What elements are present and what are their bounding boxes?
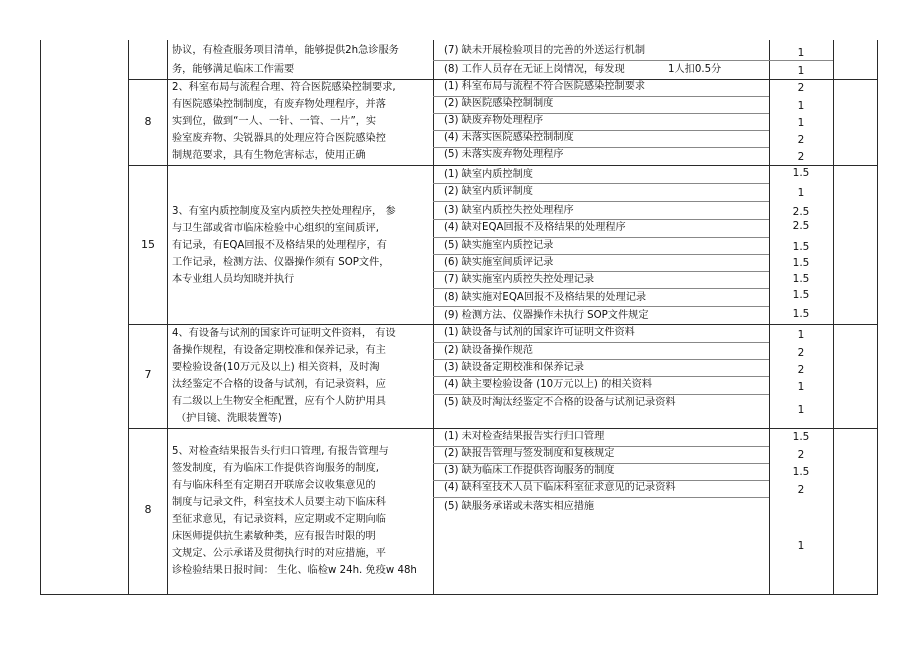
section-3-content-line: 有记录，有EQA回报不及格结果的处理程序，有 <box>172 240 387 251</box>
section-4-item: (5) 缺及时淘汰经鉴定不合格的设备与试剂记录资料 <box>444 397 676 408</box>
section-3-item: (3) 缺室内质控失控处理程序 <box>444 205 574 216</box>
section-3-item: (2) 缺室内质评制度 <box>444 186 533 197</box>
item-divider <box>433 394 769 395</box>
section-5-content-line: 制度与记录文件，科室技术人员要主动下临床科 <box>172 497 386 508</box>
section-4-item: (3) 缺设备定期校准和保养记录 <box>444 362 584 373</box>
section-3-item-points: 2.5 <box>792 220 810 232</box>
section-4-item-points: 1 <box>797 404 805 416</box>
section-3-score: 15 <box>141 238 155 251</box>
section-3-item-points: 1.5 <box>792 241 810 253</box>
section-3-item: (9) 检测方法、仪器操作未执行 SOP文件规定 <box>444 310 649 321</box>
section-2-item-points: 1 <box>797 117 805 129</box>
section-1-content-line: 协议，有检查服务项目清单，能够提供2h急诊服务 <box>172 45 399 56</box>
section-3-item-points: 1.5 <box>792 273 810 285</box>
item-divider <box>433 376 769 377</box>
section-2-item: (3) 缺废弃物处理程序 <box>444 115 544 126</box>
item-divider <box>433 201 769 202</box>
section-1-item-points: 1 <box>797 47 805 59</box>
section-3-item-points: 1 <box>797 187 805 199</box>
section-5-item: (4) 缺科室技术人员下临床科室征求意见的记录资料 <box>444 482 676 493</box>
section-2-content-line: 制规范要求，具有生物危害标志，使用正确 <box>172 150 366 161</box>
item-divider <box>433 288 769 289</box>
section-4-score: 7 <box>144 368 152 381</box>
section-2-item: (1) 科室布局与流程不符合医院感染控制要求 <box>444 81 646 92</box>
section-5-item-points: 2 <box>797 484 805 496</box>
section-4-content-line: 汰经鉴定不合格的设备与试剂，有记录资料，应 <box>172 379 386 390</box>
section-5-item: (2) 缺报告管理与签发制度和复核规定 <box>444 448 615 459</box>
section-4-content-line: 有二级以上生物安全柜配置，应有个人防护用具 <box>172 396 386 407</box>
section-1-item-points: 1 <box>797 65 805 77</box>
item-divider <box>433 219 769 220</box>
section-3-item-points: 1.5 <box>792 167 810 179</box>
section-2-content-line: 验室废弃物、尖锐器具的处理应符合医院感染控 <box>172 133 386 144</box>
section-2-item-points: 2 <box>797 151 805 163</box>
col-divider-0 <box>40 40 41 595</box>
section-5-item-points: 1 <box>797 540 805 552</box>
section-5-content-line: 诊检验结果日报时间： 生化、临检w 24h. 免疫w 48h <box>172 565 417 576</box>
section-2-item: (4) 未落实医院感染控制制度 <box>444 132 574 143</box>
item-divider <box>433 254 769 255</box>
section-4-content-line: 4、有设备与试剂的国家许可证明文件资料， 有设 <box>172 328 396 339</box>
section-5-content-line: 签发制度，有为临床工作提供咨询服务的制度, <box>172 463 379 474</box>
section-5-content-line: 至征求意见，有记录资料，应定期或不定期向临 <box>172 514 386 525</box>
section-divider <box>128 324 878 325</box>
section-1-content-line: 务，能够满足临床工作需要 <box>172 64 295 75</box>
section-4-item: (2) 缺设备操作规范 <box>444 345 533 356</box>
col-divider-3 <box>433 40 434 595</box>
section-4-item-points: 1 <box>797 381 805 393</box>
section-3-item-points: 1.5 <box>792 289 810 301</box>
item-divider <box>433 306 769 307</box>
section-5-content-line: 床医师提供抗生素敏种类，应有报告时限的明 <box>172 531 376 542</box>
section-3-content-line: 3、有室内质控制度及室内质控失控处理程序， 参 <box>172 206 396 217</box>
section-5-item-points: 1.5 <box>792 466 810 478</box>
col-divider-6 <box>877 40 878 595</box>
section-2-item-points: 2 <box>797 82 805 94</box>
section-5-content-line: 有与临床科至有定期召开联席会议收集意见的 <box>172 480 376 491</box>
section-divider <box>128 165 878 166</box>
item-divider <box>433 342 769 343</box>
section-3-item-points: 1.5 <box>792 308 810 320</box>
section-4-content-line: 备操作规程，有设备定期校准和保养记录，有主 <box>172 345 386 356</box>
section-3-item: (8) 缺实施对EQA回报不及格结果的处理记录 <box>444 292 647 303</box>
item-divider <box>433 359 769 360</box>
item-divider <box>433 271 769 272</box>
section-3-item: (4) 缺对EQA回报不及格结果的处理程序 <box>444 222 626 233</box>
section-3-content-line: 工作记录，检测方法、仪器操作须有 SOP文件， <box>172 257 390 268</box>
section-5-item: (5) 缺服务承诺或未落实相应措施 <box>444 501 595 512</box>
section-4-item-points: 2 <box>797 364 805 376</box>
col-divider-2 <box>167 40 168 595</box>
section-4-item: (4) 缺主要检验设备 (10万元以上) 的相关资料 <box>444 379 653 390</box>
section-5-score: 8 <box>144 503 152 516</box>
section-2-content-line: 2、科室布局与流程合理、符合医院感染控制要求, <box>172 82 396 93</box>
section-5-content-line: 5、对检查结果报告头行归口管理, 有报告管理与 <box>172 446 389 457</box>
section-4-content-line: （护目镜、洗眼装置等) <box>176 413 282 424</box>
section-2-item-points: 1 <box>797 100 805 112</box>
section-5-item: (1) 未对检查结果报告实行归口管理 <box>444 431 605 442</box>
section-1-item-extra: 1人扣0.5分 <box>668 64 722 75</box>
item-divider <box>769 60 833 61</box>
col-divider-5 <box>833 40 834 595</box>
item-divider <box>433 237 769 238</box>
item-divider <box>433 497 769 498</box>
item-divider <box>433 60 769 61</box>
table-bottom <box>40 594 878 595</box>
section-2-content-line: 实到位，做到“一人、一针、一管、一片”，实 <box>172 116 377 127</box>
section-5-item-points: 2 <box>797 449 805 461</box>
section-4-item: (1) 缺设备与试剂的国家许可证明文件资料 <box>444 327 635 338</box>
section-1-item: (7) 缺未开展检验项目的完善的外送运行机制 <box>444 45 646 56</box>
section-2-item-points: 2 <box>797 134 805 146</box>
section-5-content-line: 文规定、公示承诺及贯彻执行时的对应措施，平 <box>172 548 386 559</box>
section-4-item-points: 2 <box>797 347 805 359</box>
section-3-item: (5) 缺实施室内质控记录 <box>444 240 554 251</box>
section-4-item-points: 1 <box>797 329 805 341</box>
section-3-item: (1) 缺室内质控制度 <box>444 169 533 180</box>
section-3-item: (6) 缺实施室间质评记录 <box>444 257 554 268</box>
section-2-content-line: 有医院感染控制制度，有废弃物处理程序，并落 <box>172 99 386 110</box>
section-2-item: (5) 未落实废弃物处理程序 <box>444 149 564 160</box>
section-3-item-points: 2.5 <box>792 206 810 218</box>
section-3-content-line: 本专业组人员均知晓并执行 <box>172 274 295 285</box>
item-divider <box>433 183 769 184</box>
section-2-item: (2) 缺医院感染控制制度 <box>444 98 554 109</box>
section-divider <box>128 428 878 429</box>
section-5-item: (3) 缺为临床工作提供咨询服务的制度 <box>444 465 615 476</box>
section-3-item: (7) 缺实施室内质控失控处理记录 <box>444 274 595 285</box>
section-3-content-line: 与卫生部或省市临床检验中心组织的室间质评, <box>172 223 379 234</box>
section-4-content-line: 要检验设备(10万元及以上) 相关资料，及时淘 <box>172 362 380 373</box>
section-3-item-points: 1.5 <box>792 257 810 269</box>
section-1-item: (8) 工作人员存在无证上岗情况，每发现 <box>444 64 625 75</box>
col-divider-1 <box>128 40 129 595</box>
section-5-item-points: 1.5 <box>792 431 810 443</box>
section-2-score: 8 <box>144 115 152 128</box>
